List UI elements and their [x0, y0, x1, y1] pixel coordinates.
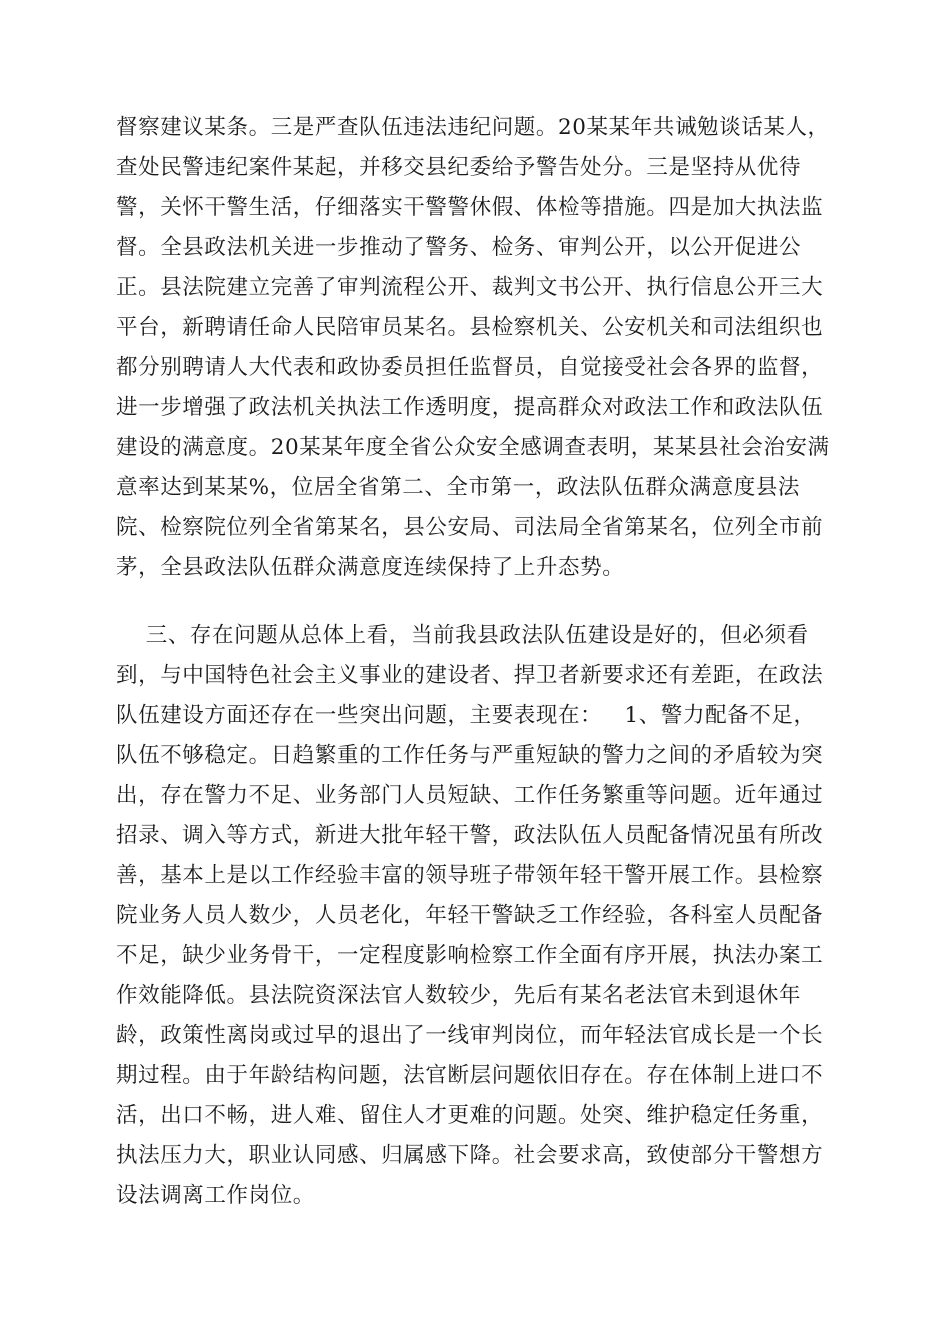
paragraph-2-line: 设法调离工作岗位。 [116, 1183, 315, 1208]
paragraph-1-line: 建设的满意度。20某某年度全省公众安全感调查表明，某某县社会治安满 [116, 435, 830, 460]
paragraph-1-line: 查处民警违纪案件某起，并移交县纪委给予警告处分。三是坚持从优待 [116, 155, 802, 180]
paragraph-1-line: 进一步增强了政法机关执法工作透明度，提高群众对政法工作和政法队伍 [116, 395, 824, 420]
paragraph-1-line: 正。县法院建立完善了审判流程公开、裁判文书公开、执行信息公开三大 [116, 275, 824, 300]
paragraph-2-line: 院业务人员人数少，人员老化，年轻干警缺乏工作经验，各科室人员配备 [116, 903, 824, 928]
paragraph-1-line: 平台，新聘请任命人民陪审员某名。县检察机关、公安机关和司法组织也 [116, 315, 824, 340]
paragraph-1-line: 意率达到某某%，位居全省第二、全市第一，政法队伍群众满意度县法 [116, 475, 801, 500]
paragraph-1-line: 院、检察院位列全省第某名，县公安局、司法局全省第某名，位列全市前 [116, 515, 824, 540]
paragraph-2-line: 出，存在警力不足、业务部门人员短缺、工作任务繁重等问题。近年通过 [116, 783, 824, 808]
paragraph-2-line: 善，基本上是以工作经验丰富的领导班子带领年轻干警开展工作。县检察 [116, 863, 824, 888]
paragraph-1-line: 茅，全县政法队伍群众满意度连续保持了上升态势。 [116, 555, 625, 580]
paragraph-2-line: 期过程。由于年龄结构问题，法官断层问题依旧存在。存在体制上进口不 [116, 1063, 824, 1088]
paragraph-2-line: 不足，缺少业务骨干，一定程度影响检察工作全面有序开展，执法办案工 [116, 943, 824, 968]
paragraph-1-line: 都分别聘请人大代表和政协委员担任监督员，自觉接受社会各界的监督， [116, 355, 824, 380]
paragraph-2-line: 队伍不够稳定。日趋繁重的工作任务与严重短缺的警力之间的矛盾较为突 [116, 743, 824, 768]
paragraph-1-line: 督察建议某条。三是严查队伍违法违纪问题。20某某年共诫勉谈话某人， [116, 115, 830, 140]
paragraph-1-line: 督。全县政法机关进一步推动了警务、检务、审判公开，以公开促进公 [116, 235, 802, 260]
paragraph-2-line: 队伍建设方面还存在一些突出问题，主要表现在： 1、警力配备不足， [116, 703, 816, 728]
paragraph-2-line: 龄，政策性离岗或过早的退出了一线审判岗位，而年轻法官成长是一个长 [116, 1023, 824, 1048]
paragraph-2-line: 到，与中国特色社会主义事业的建设者、捍卫者新要求还有差距，在政法 [116, 663, 824, 688]
paragraph-2-line: 执法压力大，职业认同感、归属感下降。社会要求高，致使部分干警想方 [116, 1143, 824, 1168]
paragraph-2-line: 作效能降低。县法院资深法官人数较少，先后有某名老法官未到退休年 [116, 983, 802, 1008]
paragraph-2-line: 三、存在问题从总体上看，当前我县政法队伍建设是好的，但必须看 [116, 623, 809, 648]
paragraph-1-line: 警，关怀干警生活，仔细落实干警警休假、体检等措施。四是加大执法监 [116, 195, 824, 220]
paragraph-2-line: 招录、调入等方式，新进大批年轻干警，政法队伍人员配备情况虽有所改 [116, 823, 824, 848]
paragraph-2-line: 活，出口不畅，进人难、留住人才更难的问题。处突、维护稳定任务重， [116, 1103, 824, 1128]
